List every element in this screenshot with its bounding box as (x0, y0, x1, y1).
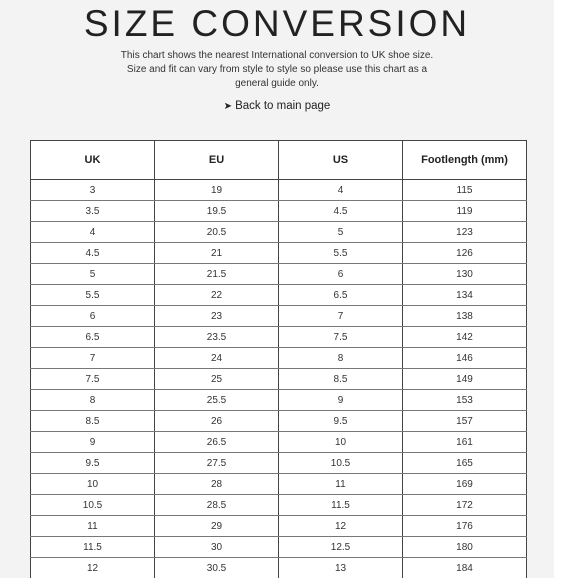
table-row (31, 495, 527, 516)
cell-footlength: 134 (403, 285, 527, 306)
cell-eu: 24 (155, 348, 279, 369)
cell-eu: 23 (155, 306, 279, 327)
table-row (31, 201, 527, 222)
intro-text: This chart shows the nearest International conversion to UK shoe size. Size and fit can vary from style to style so please use this chart as a general guide only. (120, 50, 434, 89)
table-row (31, 348, 527, 369)
column-header-us: US (279, 141, 403, 180)
table-row (31, 411, 527, 432)
table-header-row (31, 141, 527, 180)
cell-footlength: 138 (403, 306, 527, 327)
cell-eu: 22 (155, 285, 279, 306)
cell-uk: 4 (31, 222, 155, 243)
table-row (31, 432, 527, 453)
cell-us: 6.5 (279, 285, 403, 306)
cell-eu: 30 (155, 537, 279, 558)
cell-us: 5.5 (279, 243, 403, 264)
back-link-label: Back to main page (235, 100, 331, 112)
cell-eu: 26.5 (155, 432, 279, 453)
table-row (31, 453, 527, 474)
table-row (31, 264, 527, 285)
cell-eu: 28.5 (155, 495, 279, 516)
column-header-eu: EU (155, 141, 279, 180)
cell-uk: 10.5 (31, 495, 155, 516)
cell-us: 4.5 (279, 201, 403, 222)
cell-us: 11 (279, 474, 403, 495)
table-row (31, 390, 527, 411)
cell-footlength: 180 (403, 537, 527, 558)
cell-uk: 4.5 (31, 243, 155, 264)
table-row (31, 369, 527, 390)
cell-footlength: 126 (403, 243, 527, 264)
cell-footlength: 149 (403, 369, 527, 390)
cell-footlength: 169 (403, 474, 527, 495)
cell-eu: 23.5 (155, 327, 279, 348)
cell-footlength: 157 (403, 411, 527, 432)
cell-footlength: 184 (403, 558, 527, 578)
size-conversion-table (30, 140, 527, 578)
cell-us: 8.5 (279, 369, 403, 390)
column-header-footlength: Footlength (mm) (403, 141, 527, 180)
cell-eu: 30.5 (155, 558, 279, 578)
cell-uk: 8.5 (31, 411, 155, 432)
cell-eu: 19.5 (155, 201, 279, 222)
cell-uk: 6.5 (31, 327, 155, 348)
cell-uk: 9 (31, 432, 155, 453)
cell-footlength: 115 (403, 180, 527, 201)
cell-eu: 28 (155, 474, 279, 495)
table-row (31, 285, 527, 306)
cell-footlength: 123 (403, 222, 527, 243)
cell-footlength: 161 (403, 432, 527, 453)
cell-eu: 20.5 (155, 222, 279, 243)
cell-footlength: 142 (403, 327, 527, 348)
table-body (31, 180, 527, 578)
back-to-main-link[interactable] (0, 100, 554, 112)
cell-us: 8 (279, 348, 403, 369)
cell-eu: 21 (155, 243, 279, 264)
cell-uk: 5.5 (31, 285, 155, 306)
cell-eu: 25.5 (155, 390, 279, 411)
cell-eu: 21.5 (155, 264, 279, 285)
cell-us: 9 (279, 390, 403, 411)
cell-eu: 29 (155, 516, 279, 537)
cell-uk: 6 (31, 306, 155, 327)
cell-footlength: 165 (403, 453, 527, 474)
cell-eu: 26 (155, 411, 279, 432)
cell-us: 12 (279, 516, 403, 537)
cell-uk: 7 (31, 348, 155, 369)
table-row (31, 516, 527, 537)
cell-uk: 7.5 (31, 369, 155, 390)
cell-uk: 9.5 (31, 453, 155, 474)
cell-uk: 3.5 (31, 201, 155, 222)
cell-us: 4 (279, 180, 403, 201)
cell-footlength: 153 (403, 390, 527, 411)
table-row (31, 327, 527, 348)
cell-us: 12.5 (279, 537, 403, 558)
cell-us: 10.5 (279, 453, 403, 474)
arrow-right-icon: ➤ (223, 101, 233, 112)
cell-us: 7 (279, 306, 403, 327)
cell-uk: 11.5 (31, 537, 155, 558)
cell-footlength: 146 (403, 348, 527, 369)
cell-eu: 19 (155, 180, 279, 201)
cell-us: 9.5 (279, 411, 403, 432)
cell-us: 10 (279, 432, 403, 453)
cell-us: 5 (279, 222, 403, 243)
cell-uk: 11 (31, 516, 155, 537)
cell-eu: 27.5 (155, 453, 279, 474)
cell-uk: 10 (31, 474, 155, 495)
column-header-uk: UK (31, 141, 155, 180)
cell-uk: 12 (31, 558, 155, 578)
table-row (31, 558, 527, 578)
cell-footlength: 130 (403, 264, 527, 285)
table-row (31, 222, 527, 243)
cell-footlength: 176 (403, 516, 527, 537)
table-row (31, 180, 527, 201)
table-row (31, 243, 527, 264)
cell-uk: 3 (31, 180, 155, 201)
cell-uk: 5 (31, 264, 155, 285)
table-row (31, 306, 527, 327)
table-row (31, 537, 527, 558)
cell-footlength: 172 (403, 495, 527, 516)
page-title: SIZE CONVERSION (83, 3, 471, 44)
cell-footlength: 119 (403, 201, 527, 222)
cell-us: 7.5 (279, 327, 403, 348)
cell-us: 11.5 (279, 495, 403, 516)
cell-us: 13 (279, 558, 403, 578)
table-row (31, 474, 527, 495)
cell-us: 6 (279, 264, 403, 285)
cell-uk: 8 (31, 390, 155, 411)
cell-eu: 25 (155, 369, 279, 390)
